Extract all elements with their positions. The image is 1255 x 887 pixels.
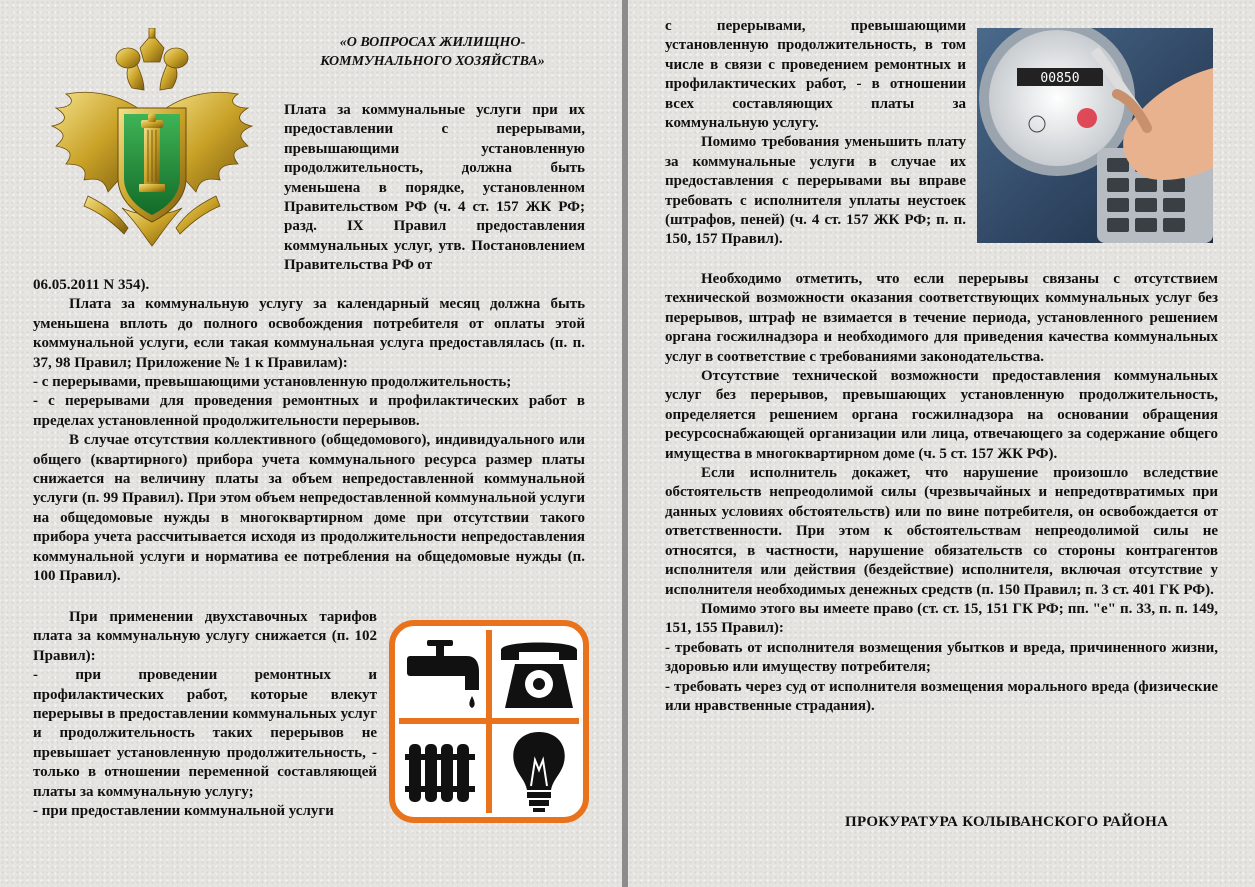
paragraph-technical: Отсутствие технической возможности предоставления коммунальных услуг без перерывов, превышающих установленную продолжительность, определяется решением органа госжилнадзора на основании обращения ресурсоснабжающей организации или лица, отвечающего за содержание общего имущества в многоквартирном доме (ч. 5 ст. 157 ЖК РФ).	[665, 368, 1218, 462]
water-meter-photo	[977, 28, 1213, 243]
rights-item-2: - требовать через суд от исполнителя возмещения морального вреда (физические или нравственные страдания).	[665, 678, 1218, 714]
reduction-item-1: - с перерывами, превышающими установленную продолжительность;	[33, 374, 512, 391]
continuation-paragraph: с перерывами, превышающими установленную продолжительность, в том числе в связи с проведением ремонтных и профилактических работ, - в отношении всех составляющих платы за коммунальную услугу.	[665, 18, 966, 132]
right-main-block	[665, 270, 1218, 716]
left-main-block	[33, 276, 585, 587]
paragraph-force-majeure: Если исполнитель докажет, что нарушение произошло вследствие обстоятельств непреодолимой силы (чрезвычайных и непредотвратимых при данных условиях обстоятельств) или по вине потребителя, он освобождается от ответственности. При этом к обстоятельствам непреодолимой силы не относятся, в частности, нарушение обязательств со стороны контрагентов исполнителя или действия (бездействие) исполнителя, включая отсутствие у исполнителя необходимых денежных средств (п. 150 Правил; п. 3 ст. 401 ГК РФ).	[665, 465, 1218, 598]
paragraph-no-penalty: Необходимо отметить, что если перерывы связаны с отсутствием технической возможности оказания соответствующих коммунальных услуг без перерывов, штраф не взимается в течение периода, установленного решением органа госжилнадзора и необходимого для приведения качества коммунальных услуг в соответствие с требованиями законодательства.	[665, 271, 1218, 365]
intro-block	[284, 101, 585, 276]
intro-paragraph: Плата за коммунальные услуги при их предоставлении с перерывами, превышающими установленную продолжительность, должна быть уменьшена в порядке, установленном Правительством РФ (ч. 4 ст. 157 ЖК РФ; разд. IX Правил предоставления коммунальных услуг, утв. Постановлением Правительства РФ от	[284, 102, 585, 274]
tariff-item-2: - при предоставлении коммунальной услуги	[33, 803, 334, 820]
right-top-block	[665, 17, 966, 250]
reduction-item-2: - с перерывами для проведения ремонтных и профилактических работ в пределах установленной продолжительности перерывов.	[33, 393, 585, 429]
paragraph-rights: Помимо этого вы имеете право (ст. ст. 15, 151 ГК РФ; пп. "е" п. 33, п. п. 149, 151, 155 Правил):	[665, 600, 1218, 637]
paragraph-reduction: Плата за коммунальную услугу за календарный месяц должна быть уменьшена вплоть до полного освобождения потребителя от оплаты этой коммунальной услуги, если такая коммунальная услуга предоставлялась (п. п. 37, 98 Правил; Приложение № 1 к Правилам):	[33, 296, 585, 371]
paragraph-tariffs: При применении двухставочных тарифов плата за коммунальную услугу снижается (п. 102 Правил):	[33, 609, 377, 664]
prosecutor-emblem-icon	[48, 28, 256, 250]
paragraph-penalty: Помимо требования уменьшить плату за коммунальные услуги в случае их предоставления с перерывами вы вправе требовать с исполнителя уплаты неустоек (штрафов, пеней) (ч. 4 ст. 157 ЖК РФ; п. п. 150, 157 Правил).	[665, 134, 966, 248]
page-title: «О ВОПРОСАХ ЖИЛИЩНО-КОММУНАЛЬНОГО ХОЗЯЙСТВА»	[320, 35, 545, 69]
signature: ПРОКУРАТУРА КОЛЫВАНСКОГО РАЙОНА	[845, 814, 1169, 830]
paragraph-no-meter: В случае отсутствия коллективного (общедомового), индивидуального или общего (квартирного) прибора учета коммунального ресурса размер платы снижается на величину платы за объем непредоставленной коммунальной услуги (п. 99 Правил). При этом объем непредоставленной коммунальной услуги на общедомовые нужды в многоквартирном доме при отсутствии такого прибора учета рассчитывается исходя из продолжительности непредоставления коммунальной услуги и норматива ее потребления на общедомовые нужды (п. 100 Правил).	[33, 432, 585, 585]
intro-paragraph-end: 06.05.2011 N 354).	[33, 277, 150, 293]
meter-reading: 00850	[1040, 71, 1080, 86]
utilities-icon	[389, 620, 589, 823]
rights-item-1: - требовать от исполнителя возмещения убытков и вреда, причиненного жизни, здоровью или имуществу потребителя;	[665, 639, 1218, 676]
left-tariff-block	[33, 608, 377, 821]
tariff-item-1: - при проведении ремонтных и профилактических работ, которые влекут перерывы в предоставлении коммунальных услуг и продолжительность таких перерывов не превышает установленную продолжительность, - только в отношении переменной составляющей платы за коммунальную услугу;	[33, 667, 377, 800]
